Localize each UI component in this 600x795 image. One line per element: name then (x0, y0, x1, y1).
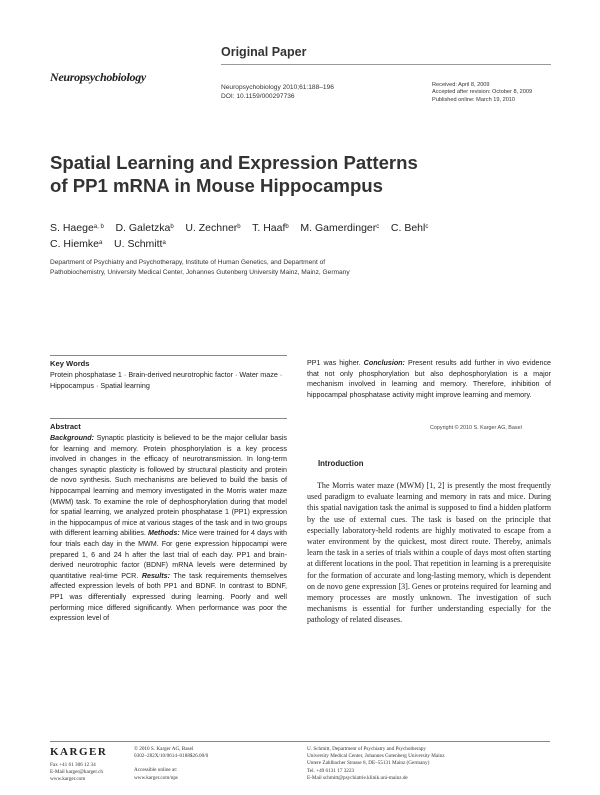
introduction-heading: Introduction (318, 459, 364, 468)
author: C. Behl$^c$ (390, 222, 429, 234)
section-label: Original Paper (221, 45, 307, 59)
author: U. Zechner$^b$ (185, 222, 241, 234)
fax: Fax +41 61 306 12 34 (50, 762, 96, 768)
header-rule (221, 64, 551, 65)
title-line: of PP1 mRNA in Mouse Hippocampus (50, 175, 383, 196)
email[interactable]: E-Mail karger@karger.ch (50, 769, 103, 776)
publisher-info (134, 746, 208, 782)
publisher-contact (50, 762, 103, 784)
author: C. Hiemke$^a$ (50, 238, 103, 250)
access-label: Accessible online at: (134, 767, 178, 774)
accepted-date: Accepted after revision: October 8, 2009 (432, 89, 533, 96)
contact-line: Tel. +49 6131 17 3223 (307, 767, 355, 774)
key-words-text: Protein phosphatase 1 · Brain-derived neurotrophic factor · Water maze · Hippocampus · Spatial learning (50, 370, 283, 390)
abstract-text (50, 433, 287, 624)
website[interactable]: www.karger.com (50, 776, 86, 783)
correspondence (307, 746, 445, 782)
article-title (50, 151, 550, 197)
author: S. Haege$^{a, b}$ (50, 222, 104, 234)
author: M. Gamerdinger$^c$ (300, 222, 380, 234)
contact-line: University Medical Center, Johannes Gutenberg University Mainz (307, 753, 445, 760)
contact-line: U. Schmitt, Department of Psychiatry and Psychotherapy (307, 746, 427, 752)
received-date: Received: April 8, 2009 (432, 82, 490, 88)
contact-email[interactable]: E-Mail schmitt@psychiatrie.klinik.uni-mainz.de (307, 774, 408, 781)
abstract-continued (307, 358, 551, 400)
publisher-logo: KARGER (50, 746, 108, 758)
citation-line: Neuropsychobiology 2010;61:188–196 (221, 84, 334, 91)
author-list (50, 220, 560, 252)
issn: 0302–282X/10/0614–0188$26.00/0 (134, 753, 209, 760)
affiliation-line: Department of Psychiatry and Psychotherapy, Institute of Human Genetics, and Department of (50, 259, 326, 266)
published-date: Published online: March 19, 2010 (432, 96, 516, 103)
author: D. Galetzka$^b$ (115, 222, 174, 234)
abstract-copyright: Copyright © 2010 S. Karger AG, Basel (430, 425, 522, 431)
abstract-heading: Abstract (50, 422, 81, 431)
results-label: Results: (141, 571, 170, 580)
conclusion-label: Conclusion: (363, 359, 405, 367)
citation (221, 83, 334, 101)
conclusion-text: Present results add further in vivo evidence that not only phosphorylation but also dephosphorylation is a major mechanism involved in learning and memory. Therefore, inhibition of hippocampal phosphatase activity might improve learning and memory. (307, 359, 552, 399)
methods-text: Mice were trained for 4 days with four trials each day in the MWM. For gene expression hippocampi were prepared 1, 6 and 24 h after the last trial of each day. PP1 and brain-derived neurotrophic factor (BDNF) mRNA levels were determined by quantitative real-time PCR. (50, 529, 287, 580)
footer-rule (50, 741, 550, 742)
abstract-rule (50, 418, 287, 419)
doi-line[interactable]: DOI: 10.1159/000297736 (221, 93, 295, 100)
author: U. Schmitt$^a$ (114, 238, 166, 250)
results-text: The task requirements themselves affected expression levels of both PP1 and BDNF. In contrast to BDNF, PP1 was differentially expressed during learning. Poorly and well performing mice differed significantly. When performance was poor the expression level of (50, 571, 287, 623)
affiliations (50, 258, 550, 277)
publication-dates (432, 82, 532, 104)
access-url[interactable]: www.karger.com/nps (134, 774, 178, 781)
key-words-heading: Key Words (50, 359, 90, 368)
background-label: Background: (50, 434, 95, 442)
journal-logo: Neuropsychobiology (50, 70, 146, 84)
methods-label: Methods: (148, 529, 180, 538)
author: T. Haaf$^b$ (252, 222, 289, 234)
affiliation-line: Pathobiochemistry, University Medical Center, Johannes Gutenberg University Mainz, Mainz, Germany (50, 268, 350, 276)
contact-line: Untere Zahlbacher Strasse 8, DE–55131 Mainz (Germany) (307, 760, 430, 767)
title-line: Spatial Learning and Expression Patterns (50, 152, 418, 173)
background-text: Synaptic plasticity is believed to be the major cellular basis for learning and memory. Protein phosphorylation is a key process involved in changes in the efficacy of neurotransmission. In long-term changes synaptic plasticity is followed by structural plasticity and protein de novo synthesis. Such mechanisms are believed to build the basis of hippocampal learning and memory investigated in the Morris water maze (MWM) task. To examine the role of dephosphorylation during that model for spatial learning, we analyzed protein phosphatase 1 (PP1) expression in the hippocampus of mice at various stages of the task and in two groups with different learning abilities. (50, 434, 287, 538)
key-words-rule (50, 355, 287, 356)
continued-text: PP1 was higher. (307, 359, 361, 367)
introduction-text: The Morris water maze (MWM) [1, 2] is presently the most frequently used paradigm to evaluate learning and memory in rats and mice. During this spatial navigation task the animal is supposed to find a hidden platform by the use of external cues. The task is based on the principle that especially laboratory-held rodents are highly motivated to escape from a water environment by the quickest, most direct route. Thereby, animals learn the task in a series of trials within a couple of days most often starting at different locations in the pool. That repetition in learning is a prerequisite for the formation of accurate and long-lasting memory, which is dependent on de novo gene expression [3]. Genes or proteins required for learning and memory processes are mostly unknown. The investigation of such mechanisms is essential for further understanding especially for the pathology of related diseases. (307, 481, 551, 625)
copyright-line: © 2010 S. Karger AG, Basel (134, 746, 194, 752)
